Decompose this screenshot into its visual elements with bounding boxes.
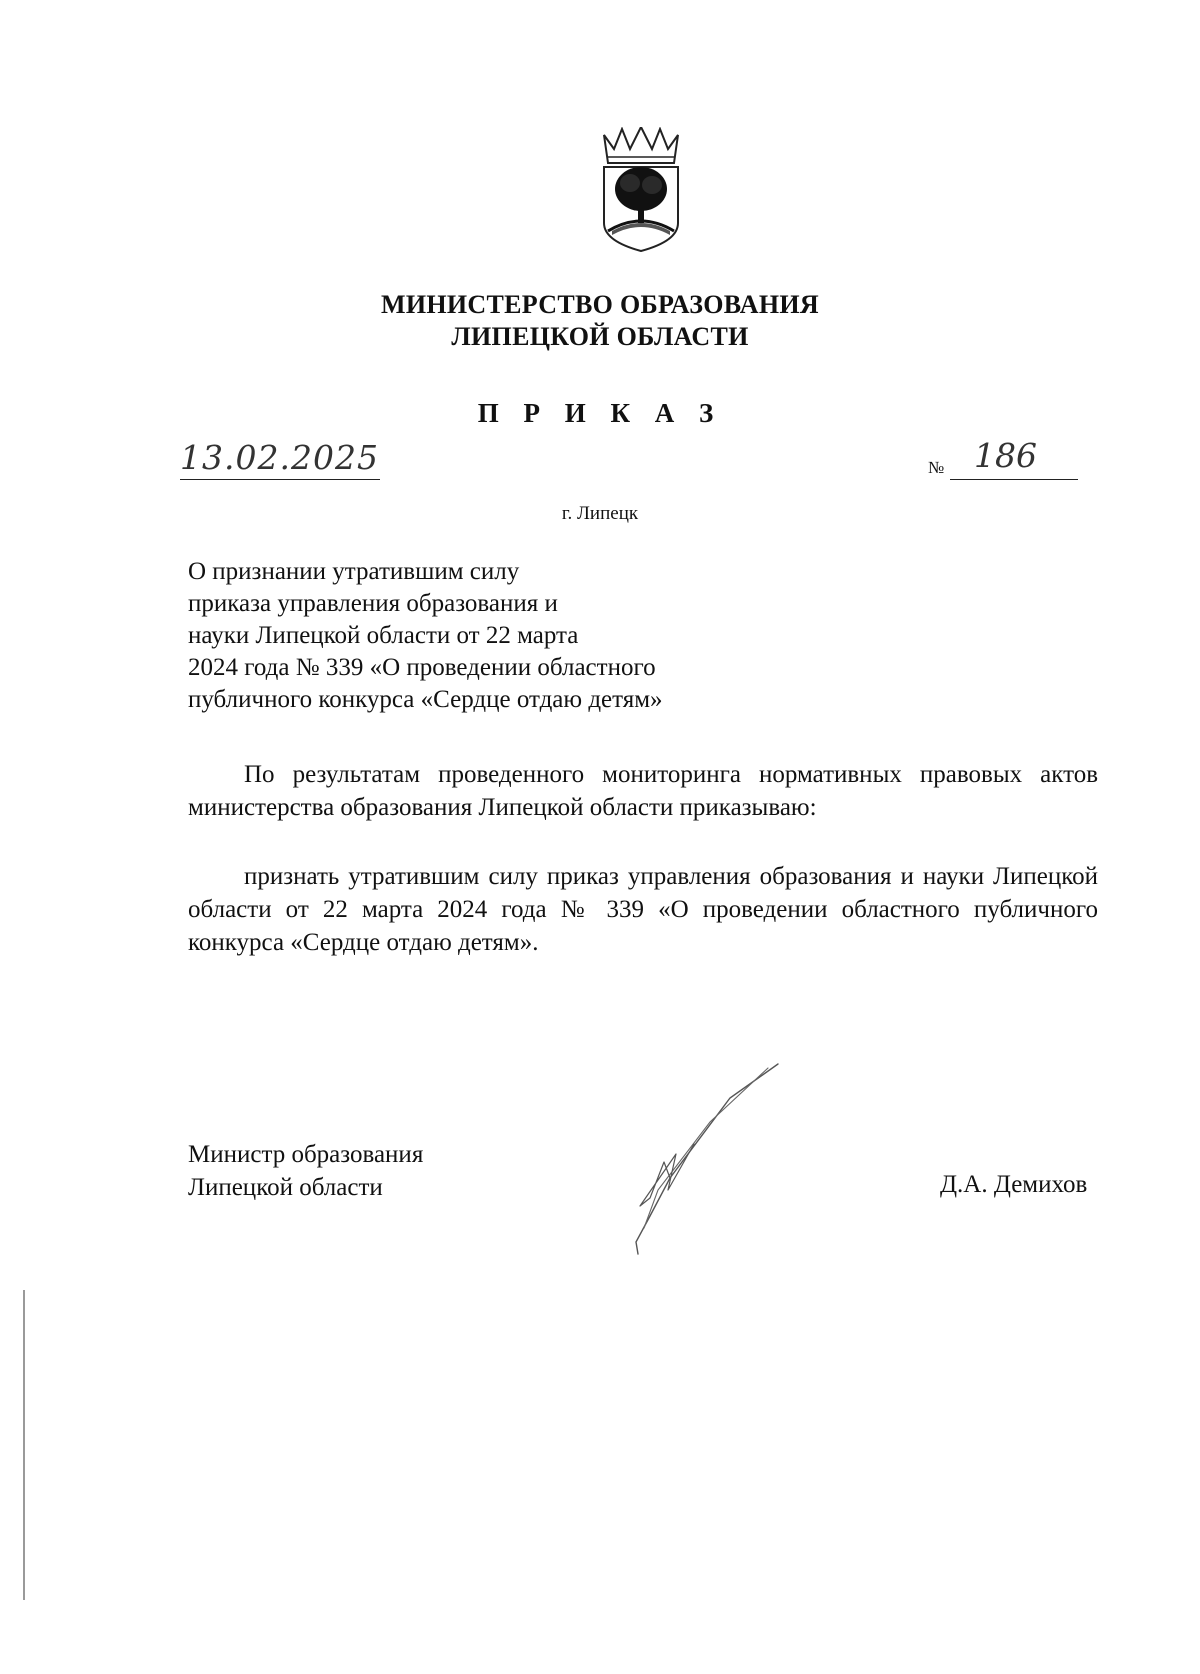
signer-name: Д.А. Демихов [940,1171,1088,1198]
number-underline [950,479,1078,480]
subject-line: О признании утратившим силу [188,558,520,585]
body-paragraph-2: признать утратившим силу приказ управления образования и науки Липецкой области от 22 марта 2024 года № 339 «О проведении областного публичного конкурса «Сердце отдаю детям». [188,863,1098,956]
signature-icon [610,1058,800,1258]
subject-line: приказа управления образования и [188,590,558,617]
ministry-title-line2: ЛИПЕЦКОЙ ОБЛАСТИ [451,322,749,351]
coat-of-arms-icon [600,127,682,253]
subject-line: науки Липецкой области от 22 марта [188,622,579,649]
document-type-title: П Р И К А З [477,398,723,428]
signer-position-line2: Липецкой области [188,1174,383,1201]
ministry-title-line1: МИНИСТЕРСТВО ОБРАЗОВАНИЯ [380,290,819,319]
handwritten-date: 13.02.2025 [180,438,379,477]
body-paragraph-1: По результатам проведенного мониторинга нормативных правовых актов министерства образования Липецкой области приказываю: [188,761,1098,821]
signer-position-line1: Министр образования [188,1141,424,1168]
handwritten-number: 186 [974,436,1037,475]
scan-margin-line [23,1290,25,1600]
city-line: г. Липецк [561,503,639,524]
number-label: № [928,458,945,477]
signer-position [188,1138,423,1204]
subject-line: публичного конкурса «Сердце отдаю детям» [188,686,663,713]
order-subject [188,556,748,716]
subject-line: 2024 года № 339 «О проведении областного [188,654,656,681]
date-underline [180,479,380,480]
